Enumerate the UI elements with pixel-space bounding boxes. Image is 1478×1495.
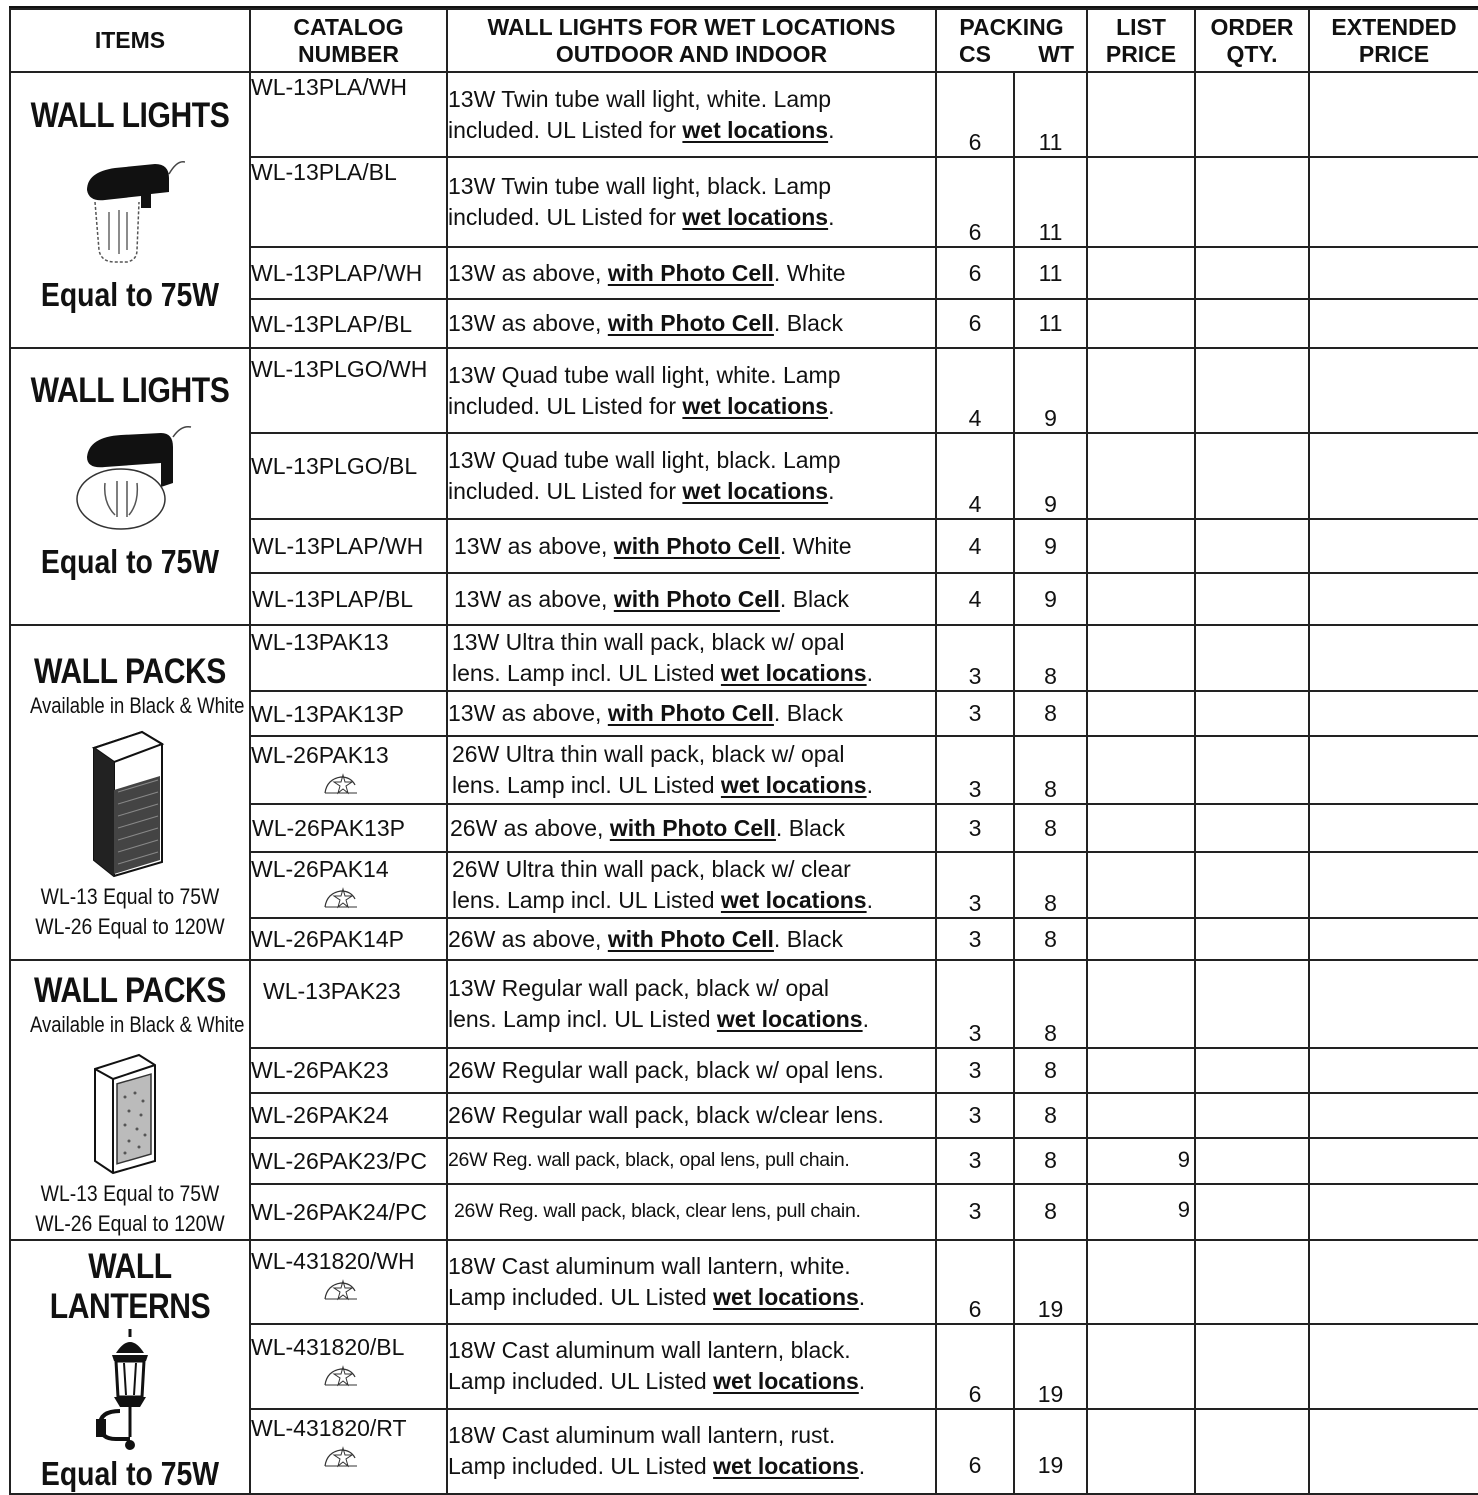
catalog-number: WL-13PLA/BL bbox=[250, 157, 447, 247]
catalog-number: WL-26PAK23 bbox=[250, 1048, 447, 1093]
catalog-number: WL-13PAK23 bbox=[250, 960, 447, 1048]
wt-value: 11 bbox=[1014, 157, 1087, 247]
cs-value: 3 bbox=[936, 1184, 1014, 1240]
description: 13W as above, with Photo Cell. Black bbox=[447, 573, 936, 625]
extended-price-cell bbox=[1309, 348, 1478, 433]
cs-value: 6 bbox=[936, 1324, 1014, 1409]
catalog-number: WL-13PLAP/BL bbox=[250, 299, 447, 348]
order-qty-cell[interactable] bbox=[1195, 625, 1309, 691]
energy-star-icon bbox=[321, 885, 361, 911]
list-price-cell bbox=[1087, 1240, 1195, 1324]
wt-value: 8 bbox=[1014, 804, 1087, 852]
list-price-cell bbox=[1087, 804, 1195, 852]
cs-value: 6 bbox=[936, 1409, 1014, 1494]
catalog-number: WL-26PAK24 bbox=[250, 1093, 447, 1138]
price-list-page bbox=[9, 8, 1478, 1495]
list-price-cell bbox=[1087, 918, 1195, 960]
wt-value: 8 bbox=[1014, 736, 1087, 804]
cs-value: 3 bbox=[936, 1048, 1014, 1093]
list-price-cell bbox=[1087, 1184, 1195, 1240]
description: 18W Cast aluminum wall lantern, rust. Lamp included. UL Listed wet locations. bbox=[447, 1409, 936, 1494]
catalog-number: WL-13PLGO/WH bbox=[250, 348, 447, 433]
cs-value: 3 bbox=[936, 960, 1014, 1048]
item-subtitle: Available in Black & White bbox=[30, 1012, 245, 1037]
thin-wall-pack-icon bbox=[80, 730, 180, 878]
item-subtitle: Available in Black & White bbox=[30, 693, 245, 718]
description: 26W Ultra thin wall pack, black w/ clear lens. Lamp incl. UL Listed wet locations. bbox=[447, 852, 936, 918]
table-row bbox=[10, 348, 1478, 433]
header-order-qty: ORDER QTY. bbox=[1195, 9, 1309, 72]
header-cs: CS bbox=[959, 40, 991, 67]
wt-value: 19 bbox=[1014, 1409, 1087, 1494]
cs-value: 6 bbox=[936, 299, 1014, 348]
list-price-cell bbox=[1087, 573, 1195, 625]
catalog-number: WL-13PLAP/WH bbox=[250, 519, 447, 573]
list-price-cell bbox=[1087, 157, 1195, 247]
cs-value: 6 bbox=[936, 157, 1014, 247]
list-price-fragment: 9 bbox=[1177, 1196, 1191, 1222]
description: 13W Quad tube wall light, black. Lamp included. UL Listed for wet locations. bbox=[447, 433, 936, 519]
catalog-number: WL-13PLAP/BL bbox=[250, 573, 447, 625]
list-price-fragment: 9 bbox=[1177, 1146, 1191, 1172]
wt-value: 9 bbox=[1014, 348, 1087, 433]
wt-value: 8 bbox=[1014, 1048, 1087, 1093]
wt-value: 8 bbox=[1014, 691, 1087, 736]
order-qty-cell[interactable] bbox=[1195, 1048, 1309, 1093]
description: 26W Regular wall pack, black w/clear lens. bbox=[447, 1093, 936, 1138]
wt-value: 8 bbox=[1014, 1093, 1087, 1138]
cs-value: 4 bbox=[936, 519, 1014, 573]
order-qty-cell[interactable] bbox=[1195, 1093, 1309, 1138]
description: 26W as above, with Photo Cell. Black bbox=[447, 804, 936, 852]
order-qty-cell[interactable] bbox=[1195, 72, 1309, 157]
description: 18W Cast aluminum wall lantern, black. Lamp included. UL Listed wet locations. bbox=[447, 1324, 936, 1409]
table-row bbox=[10, 960, 1478, 1048]
wt-value: 11 bbox=[1014, 72, 1087, 157]
list-price-cell bbox=[1087, 1093, 1195, 1138]
list-price-cell bbox=[1087, 1138, 1195, 1184]
description: 13W as above, with Photo Cell. Black bbox=[447, 691, 936, 736]
description: 26W as above, with Photo Cell. Black bbox=[447, 918, 936, 960]
header-packing: PACKING CS WT bbox=[936, 9, 1087, 72]
description: 26W Regular wall pack, black w/ opal lens. bbox=[447, 1048, 936, 1093]
catalog-number: WL-26PAK14 bbox=[250, 852, 447, 918]
order-qty-cell[interactable] bbox=[1195, 691, 1309, 736]
item-group-wall-lanterns bbox=[10, 1240, 250, 1494]
extended-price-cell bbox=[1309, 691, 1478, 736]
cs-value: 3 bbox=[936, 736, 1014, 804]
item-note: WL-13 Equal to 75W bbox=[40, 884, 220, 909]
list-price-cell bbox=[1087, 625, 1195, 691]
item-group-wall-packs-regular bbox=[10, 960, 250, 1240]
regular-wall-pack-icon bbox=[85, 1053, 175, 1175]
wt-value: 11 bbox=[1014, 299, 1087, 348]
extended-price-cell bbox=[1309, 299, 1478, 348]
catalog-number: WL-431820/RT bbox=[250, 1409, 447, 1494]
extended-price-cell bbox=[1309, 519, 1478, 573]
description: 13W as above, with Photo Cell. Black bbox=[447, 299, 936, 348]
extended-price-cell bbox=[1309, 247, 1478, 299]
catalog-number: WL-13PAK13 bbox=[250, 625, 447, 691]
order-qty-cell[interactable] bbox=[1195, 852, 1309, 918]
catalog-number: WL-26PAK13P bbox=[250, 804, 447, 852]
order-qty-cell[interactable] bbox=[1195, 1240, 1309, 1324]
catalog-number: WL-431820/BL bbox=[250, 1324, 447, 1409]
extended-price-cell bbox=[1309, 960, 1478, 1048]
description: 26W Reg. wall pack, black, clear lens, pull chain. bbox=[447, 1184, 936, 1240]
list-price-cell bbox=[1087, 348, 1195, 433]
description: 26W Ultra thin wall pack, black w/ opal lens. Lamp incl. UL Listed wet locations. bbox=[447, 736, 936, 804]
catalog-number: WL-13PAK13P bbox=[250, 691, 447, 736]
order-qty-cell[interactable] bbox=[1195, 1324, 1309, 1409]
cs-value: 4 bbox=[936, 433, 1014, 519]
catalog-number: WL-13PLA/WH bbox=[250, 72, 447, 157]
item-group-wall-lights-quad bbox=[10, 348, 250, 625]
cs-value: 6 bbox=[936, 72, 1014, 157]
extended-price-cell bbox=[1309, 918, 1478, 960]
header-wt: WT bbox=[1038, 40, 1075, 67]
energy-star-icon bbox=[321, 771, 361, 797]
list-price-cell bbox=[1087, 691, 1195, 736]
cs-value: 4 bbox=[936, 573, 1014, 625]
item-note: WL-13 Equal to 75W bbox=[40, 1181, 220, 1206]
extended-price-cell bbox=[1309, 72, 1478, 157]
description: 18W Cast aluminum wall lantern, white. Lamp included. UL Listed wet locations. bbox=[447, 1240, 936, 1324]
cs-value: 3 bbox=[936, 1093, 1014, 1138]
catalog-number: WL-26PAK13 bbox=[250, 736, 447, 804]
list-price-cell bbox=[1087, 736, 1195, 804]
catalog-number: WL-26PAK23/PC bbox=[250, 1138, 447, 1184]
wt-value: 8 bbox=[1014, 625, 1087, 691]
list-price-cell bbox=[1087, 1324, 1195, 1409]
wt-value: 8 bbox=[1014, 852, 1087, 918]
cs-value: 3 bbox=[936, 1138, 1014, 1184]
item-note: WL-26 Equal to 120W bbox=[35, 914, 225, 939]
item-title: LANTERNS bbox=[49, 1287, 211, 1326]
header-list-price: LIST PRICE bbox=[1087, 9, 1195, 72]
description: 13W Quad tube wall light, white. Lamp included. UL Listed for wet locations. bbox=[447, 348, 936, 433]
extended-price-cell bbox=[1309, 1184, 1478, 1240]
list-price-cell bbox=[1087, 960, 1195, 1048]
catalog-number: WL-431820/WH bbox=[250, 1240, 447, 1324]
header-description: WALL LIGHTS FOR WET LOCATIONS OUTDOOR AND INDOOR bbox=[447, 9, 936, 72]
order-qty-cell[interactable] bbox=[1195, 299, 1309, 348]
cs-value: 3 bbox=[936, 852, 1014, 918]
wt-value: 11 bbox=[1014, 247, 1087, 299]
wt-value: 8 bbox=[1014, 918, 1087, 960]
wt-value: 8 bbox=[1014, 1138, 1087, 1184]
order-qty-cell[interactable] bbox=[1195, 1138, 1309, 1184]
description: 13W Ultra thin wall pack, black w/ opal lens. Lamp incl. UL Listed wet locations. bbox=[447, 625, 936, 691]
item-title: WALL PACKS bbox=[34, 971, 226, 1010]
wt-value: 8 bbox=[1014, 1184, 1087, 1240]
extended-price-cell bbox=[1309, 1093, 1478, 1138]
cs-value: 6 bbox=[936, 1240, 1014, 1324]
cs-value: 6 bbox=[936, 247, 1014, 299]
item-equal: Equal to 75W bbox=[40, 1455, 220, 1492]
energy-star-icon bbox=[321, 1277, 361, 1303]
list-price-cell bbox=[1087, 247, 1195, 299]
extended-price-cell bbox=[1309, 1138, 1478, 1184]
header-extended-price: EXTENDED PRICE bbox=[1309, 9, 1478, 72]
extended-price-cell bbox=[1309, 573, 1478, 625]
header-row bbox=[10, 9, 1478, 72]
wt-value: 9 bbox=[1014, 519, 1087, 573]
extended-price-cell bbox=[1309, 433, 1478, 519]
cs-value: 3 bbox=[936, 918, 1014, 960]
list-price-cell bbox=[1087, 1048, 1195, 1093]
list-price-cell bbox=[1087, 1409, 1195, 1494]
cs-value: 3 bbox=[936, 625, 1014, 691]
wall-light-quad-icon bbox=[65, 423, 195, 533]
description: 13W Twin tube wall light, black. Lamp included. UL Listed for wet locations. bbox=[447, 157, 936, 247]
extended-price-cell bbox=[1309, 157, 1478, 247]
description: 13W Twin tube wall light, white. Lamp included. UL Listed for wet locations. bbox=[447, 72, 936, 157]
catalog-number: WL-26PAK14P bbox=[250, 918, 447, 960]
item-equal: Equal to 75W bbox=[40, 276, 220, 313]
extended-price-cell bbox=[1309, 625, 1478, 691]
order-qty-cell[interactable] bbox=[1195, 736, 1309, 804]
wt-value: 9 bbox=[1014, 433, 1087, 519]
extended-price-cell bbox=[1309, 1048, 1478, 1093]
order-qty-cell[interactable] bbox=[1195, 573, 1309, 625]
order-qty-cell[interactable] bbox=[1195, 247, 1309, 299]
extended-price-cell bbox=[1309, 852, 1478, 918]
catalog-table bbox=[9, 8, 1478, 1495]
wall-lantern-icon bbox=[90, 1327, 170, 1455]
list-price-cell bbox=[1087, 519, 1195, 573]
order-qty-cell[interactable] bbox=[1195, 519, 1309, 573]
extended-price-cell bbox=[1309, 804, 1478, 852]
order-qty-cell[interactable] bbox=[1195, 157, 1309, 247]
table-row bbox=[10, 72, 1478, 157]
list-price-cell bbox=[1087, 433, 1195, 519]
order-qty-cell[interactable] bbox=[1195, 804, 1309, 852]
description: 13W as above, with Photo Cell. White bbox=[447, 519, 936, 573]
wt-value: 8 bbox=[1014, 960, 1087, 1048]
order-qty-cell[interactable] bbox=[1195, 1184, 1309, 1240]
list-price-cell bbox=[1087, 299, 1195, 348]
wall-light-twin-icon bbox=[75, 150, 185, 270]
order-qty-cell[interactable] bbox=[1195, 918, 1309, 960]
extended-price-cell bbox=[1309, 1409, 1478, 1494]
order-qty-cell[interactable] bbox=[1195, 348, 1309, 433]
item-group-wall-packs-thin bbox=[10, 625, 250, 960]
energy-star-icon bbox=[321, 1363, 361, 1389]
cs-value: 4 bbox=[936, 348, 1014, 433]
item-note: WL-26 Equal to 120W bbox=[35, 1211, 225, 1236]
extended-price-cell bbox=[1309, 1240, 1478, 1324]
item-equal: Equal to 75W bbox=[40, 543, 220, 580]
description: 13W Regular wall pack, black w/ opal lens. Lamp incl. UL Listed wet locations. bbox=[447, 960, 936, 1048]
item-title: WALL LIGHTS bbox=[30, 371, 230, 410]
cs-value: 3 bbox=[936, 804, 1014, 852]
cs-value: 3 bbox=[936, 691, 1014, 736]
energy-star-icon bbox=[321, 1444, 361, 1470]
extended-price-cell bbox=[1309, 1324, 1478, 1409]
item-group-wall-lights-twin bbox=[10, 72, 250, 348]
catalog-number: WL-26PAK24/PC bbox=[250, 1184, 447, 1240]
list-price-cell bbox=[1087, 852, 1195, 918]
header-catalog-number: CATALOG NUMBER bbox=[250, 9, 447, 72]
item-title: WALL PACKS bbox=[34, 652, 226, 691]
extended-price-cell bbox=[1309, 736, 1478, 804]
wt-value: 19 bbox=[1014, 1324, 1087, 1409]
wt-value: 9 bbox=[1014, 573, 1087, 625]
item-title: WALL LIGHTS bbox=[30, 96, 230, 135]
table-row bbox=[10, 625, 1478, 691]
order-qty-cell[interactable] bbox=[1195, 1409, 1309, 1494]
order-qty-cell[interactable] bbox=[1195, 960, 1309, 1048]
header-items: ITEMS bbox=[10, 9, 250, 72]
order-qty-cell[interactable] bbox=[1195, 433, 1309, 519]
catalog-number: WL-13PLAP/WH bbox=[250, 247, 447, 299]
catalog-number: WL-13PLGO/BL bbox=[250, 433, 447, 519]
table-row bbox=[10, 1240, 1478, 1324]
description: 26W Reg. wall pack, black, opal lens, pull chain. bbox=[447, 1138, 936, 1184]
wt-value: 19 bbox=[1014, 1240, 1087, 1324]
list-price-cell bbox=[1087, 72, 1195, 157]
description: 13W as above, with Photo Cell. White bbox=[447, 247, 936, 299]
item-title: WALL bbox=[88, 1247, 172, 1286]
